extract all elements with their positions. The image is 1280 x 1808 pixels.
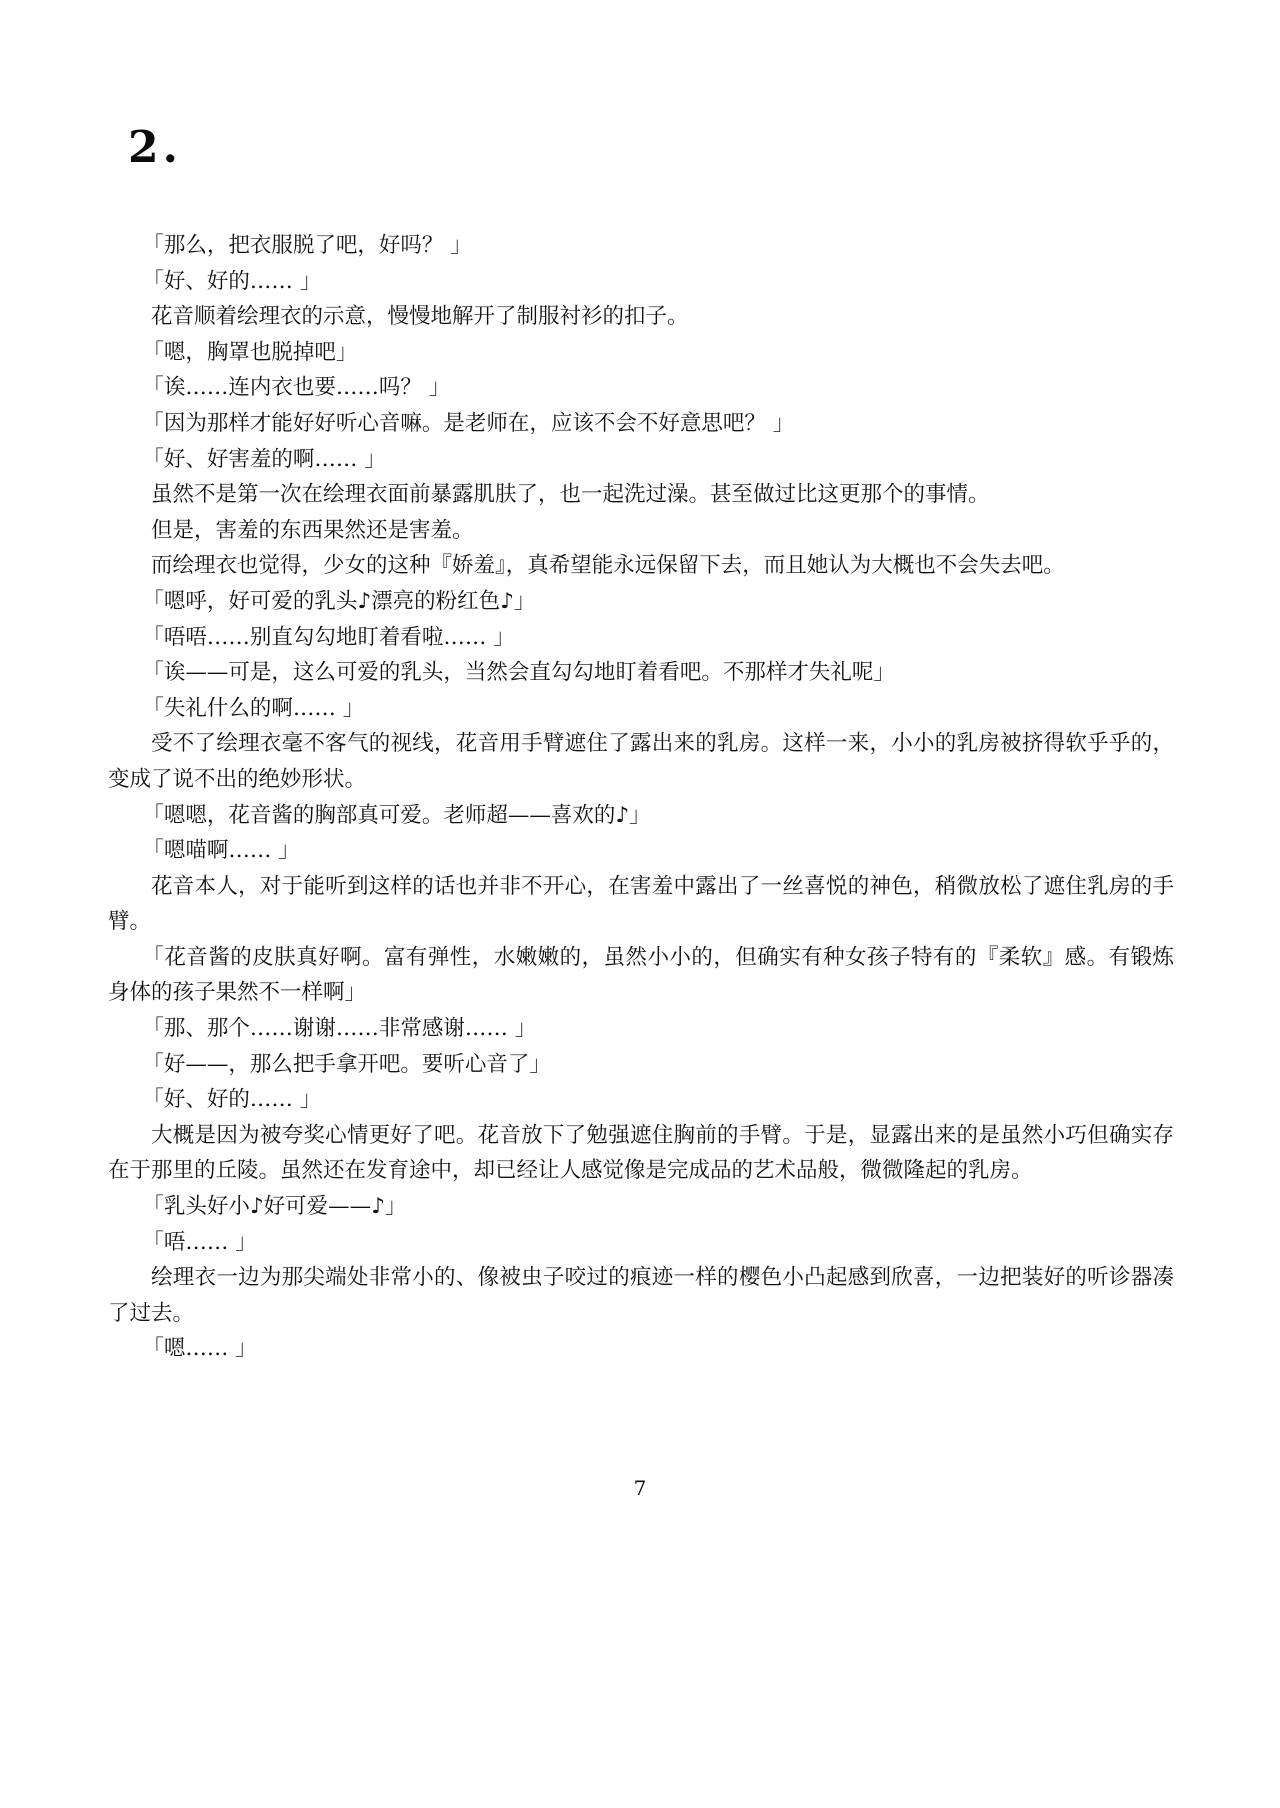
paragraph: 「唔…… 」 (142, 1229, 257, 1255)
paragraph: 「嗯，胸罩也脱掉吧」 (142, 339, 358, 365)
paragraph: 「好、好害羞的啊…… 」 (142, 446, 386, 472)
paragraph: 「唔唔……别直勾勾地盯着看啦…… 」 (142, 624, 515, 650)
paragraph: 但是，害羞的东西果然还是害羞。 (151, 517, 474, 543)
paragraph: 虽然不是第一次在绘理衣面前暴露肌肤了，也一起洗过澡。甚至做过比这更那个的事情。 (151, 482, 990, 508)
paragraph: 花音本人，对于能听到这样的话也并非不开心，在害羞中露出了一丝喜悦的神色，稍微放松了遮住乳房的手臂。 (108, 873, 1174, 935)
paragraph: 「嗯呼，好可爱的乳头♪漂亮的粉红色♪」 (142, 588, 536, 614)
paragraph: 「因为那样才能好好听心音嘛。是老师在，应该不会不好意思吧？ 」 (142, 410, 795, 436)
paragraph: 「好、好的…… 」 (142, 268, 322, 294)
paragraph: 「花音酱的皮肤真好啊。富有弹性，水嫩嫩的，虽然小小的，但确实有种女孩子特有的『柔软』感。有锻炼身体的孩子果然不一样啊」 (108, 944, 1174, 1006)
paragraph: 「乳头好小♪好可爱——♪」 (142, 1194, 407, 1220)
paragraph: 「那、那个……谢谢……非常感谢…… 」 (142, 1016, 537, 1042)
paragraph: 「失礼什么的啊…… 」 (142, 695, 365, 721)
paragraph: 「嗯…… 」 (142, 1336, 257, 1362)
paragraph: 花音顺着绘理衣的示意，慢慢地解开了制服衬衫的扣子。 (151, 304, 689, 330)
paragraph: 「好、好的…… 」 (142, 1087, 322, 1113)
paragraph: 「诶……连内衣也要……吗？ 」 (142, 375, 451, 401)
paragraph: 「嗯嗯，花音酱的胸部真可爱。老师超——喜欢的♪」 (142, 802, 651, 828)
paragraph: 大概是因为被夸奖心情更好了吧。花音放下了勉强遮住胸前的手臂。于是，显露出来的是虽然小巧但确实存在于那里的丘陵。虽然还在发育途中，却已经让人感觉像是完成品的艺术品般，微微隆起的乳房。 (108, 1122, 1174, 1184)
paragraph: 「那么，把衣服脱了吧，好吗？ 」 (142, 233, 472, 258)
page-number: 7 (633, 1476, 647, 1500)
paragraph: 而绘理衣也觉得，少女的这种『娇羞』，真希望能永远保留下去，而且她认为大概也不会失去吧。 (151, 553, 1065, 579)
paragraph: 「好——，那么把手拿开吧。要听心音了」 (142, 1051, 551, 1077)
paragraph: 「诶——可是，这么可爱的乳头，当然会直勾勾地盯着看吧。不那样才失礼呢」 (142, 660, 895, 686)
paragraph: 受不了绘理衣毫不客气的视线，花音用手臂遮住了露出来的乳房。这样一来，小小的乳房被挤得软乎乎的，变成了说不出的绝妙形状。 (108, 731, 1174, 792)
paragraph: 「嗯喵啊…… 」 (142, 838, 300, 864)
chapter-number: 2. (128, 122, 182, 173)
body-text (108, 228, 1174, 1367)
paragraph: 绘理衣一边为那尖端处非常小的、像被虫子咬过的痕迹一样的樱色小凸起感到欣喜，一边把装好的听诊器凑了过去。 (108, 1265, 1174, 1326)
